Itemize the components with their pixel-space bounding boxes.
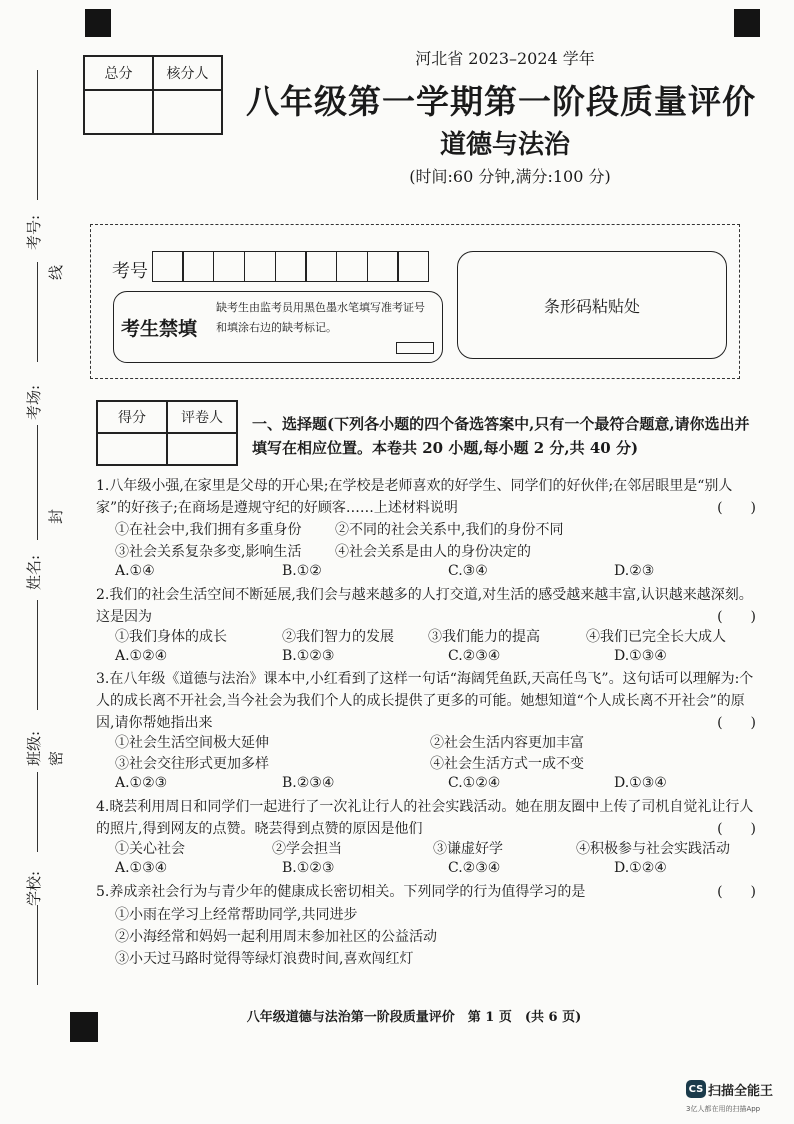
option[interactable]: C.②③④	[448, 648, 501, 664]
side-mark-xian: 线	[47, 264, 66, 281]
statement: ②小海经常和妈妈一起利用周末参加社区的公益活动	[115, 929, 437, 945]
option[interactable]: A.①②③	[115, 775, 168, 791]
question-2-stem	[96, 584, 756, 628]
statement: ①小雨在学习上经常帮助同学,共同进步	[115, 907, 358, 923]
exam-number-label: 考号	[112, 261, 148, 282]
forbidden-title: 考生禁填	[121, 318, 198, 340]
question-stem-text: 3.在八年级《道德与法治》课本中,小红看到了这样一句话“海阔凭鱼跃,天高任鸟飞”。这句话可以理解为:个人的成长离不开社会,当今社会为我们个人的成长提供了更多的可能。她想知道“个人成长离不开社会”的原因,请你帮她指出来	[96, 671, 754, 731]
exam-title: 八年级第一学期第一阶段质量评价	[246, 82, 756, 121]
binding-line-mid4	[37, 772, 38, 852]
binding-line-bottom	[37, 905, 38, 985]
option[interactable]: D.②③	[614, 563, 655, 579]
statement: ①关心社会	[115, 841, 185, 857]
absence-note: 缺考生由监考员用黑色墨水笔填写准考证号和填涂右边的缺考标记。	[216, 301, 425, 334]
scanner-slogan: 3亿人都在用的扫描App	[686, 1105, 761, 1113]
total-score-table	[83, 55, 223, 135]
answer-blank[interactable]: ( )	[717, 500, 756, 516]
answer-blank[interactable]: ( )	[717, 884, 756, 900]
option[interactable]: C.①②④	[448, 775, 501, 791]
barcode-area	[457, 251, 727, 359]
checker-cell[interactable]	[153, 90, 222, 134]
absence-mark-box[interactable]	[396, 342, 434, 354]
binding-line-mid3	[37, 600, 38, 710]
binding-line-top	[37, 70, 38, 200]
statement: ③谦虚好学	[433, 841, 503, 857]
statement: ②不同的社会关系中,我们的身份不同	[335, 522, 564, 538]
question-stem-text: 2.我们的社会生活空间不断延展,我们会与越来越多的人打交道,对生活的感受越来越丰富,认识越来越深刻。这是因为	[96, 587, 753, 625]
total-score-header: 总分	[84, 56, 153, 90]
side-mark-mi: 密	[47, 750, 66, 767]
side-label-kaochang: 考场:	[25, 384, 44, 421]
statement: ③我们能力的提高	[428, 629, 540, 645]
exam-number-cell[interactable]	[152, 251, 184, 282]
exam-number-cell[interactable]	[213, 251, 245, 282]
registration-mark-top-left	[85, 9, 111, 37]
question-stem-text: 4.晓芸利用周日和同学们一起进行了一次礼让行人的社会实践活动。她在朋友圈中上传了司机自觉礼让行人的照片,得到网友的点赞。晓芸得到点赞的原因是他们	[96, 799, 754, 837]
exam-number-cell[interactable]	[305, 251, 337, 282]
question-5-stem	[96, 881, 756, 903]
option[interactable]: B.①②③	[282, 860, 335, 876]
registration-mark-bottom-left	[70, 1012, 98, 1042]
scanner-app-name: 扫描全能王	[708, 1084, 774, 1099]
statement: ①我们身体的成长	[115, 629, 227, 645]
option[interactable]: C.②③④	[448, 860, 501, 876]
exam-number-cell[interactable]	[397, 251, 429, 282]
statement: ①在社会中,我们拥有多重身份	[115, 522, 302, 538]
statement: ③小天过马路时觉得等绿灯浪费时间,喜欢闯红灯	[115, 951, 414, 967]
option[interactable]: B.①②③	[282, 648, 335, 664]
section-score-header: 得分	[97, 401, 167, 433]
section-heading: 一、选择题(下列各小题的四个备选答案中,只有一个最符合题意,请你选出并填写在相应位置。本卷共 20 小题,每小题 2 分,共 40 分)	[252, 415, 750, 457]
side-label-banji: 班级:	[25, 730, 44, 767]
question-stem-text: 1.八年级小强,在家里是父母的开心果;在学校是老师喜欢的好学生、同学们的好伙伴;在邻居眼里是“别人家”的好孩子;在商场是遵规守纪的好顾客……上述材料说明	[96, 478, 733, 516]
total-score-cell[interactable]	[84, 90, 153, 134]
question-stem-text: 5.养成亲社会行为与青少年的健康成长密切相关。下列同学的行为值得学习的是	[96, 884, 586, 900]
side-label-xuexiao: 学校:	[25, 870, 44, 907]
option[interactable]: A.①③④	[115, 860, 168, 876]
option[interactable]: D.①③④	[614, 775, 667, 791]
option[interactable]: A.①④	[115, 563, 155, 579]
answer-blank[interactable]: ( )	[717, 715, 756, 731]
exam-number-cell[interactable]	[244, 251, 276, 282]
statement: ②学会担当	[272, 841, 342, 857]
exam-number-cell[interactable]	[275, 251, 307, 282]
option[interactable]: B.①②	[282, 563, 322, 579]
binding-line-mid1	[37, 262, 38, 362]
statement: ④社会关系是由人的身份决定的	[335, 544, 531, 560]
registration-mark-top-right	[734, 9, 760, 37]
scanner-logo-icon: CS	[686, 1080, 706, 1098]
checker-header: 核分人	[153, 56, 222, 90]
exam-number-cells[interactable]	[153, 251, 429, 282]
option[interactable]: A.①②④	[115, 648, 168, 664]
answer-blank[interactable]: ( )	[717, 821, 756, 837]
binding-line-mid2	[37, 425, 38, 540]
section-grader-cell[interactable]	[167, 433, 237, 465]
statement: ④我们已完全长大成人	[586, 629, 726, 645]
question-1-stem	[96, 475, 756, 519]
time-info: (时间:60 分钟,满分:100 分)	[409, 167, 611, 186]
page-footer: 八年级道德与法治第一阶段质量评价 第 1 页 (共 6 页)	[246, 1010, 582, 1025]
question-3-stem	[96, 668, 756, 734]
statement: ④积极参与社会实践活动	[576, 841, 730, 857]
statement: ②社会生活内容更加丰富	[430, 735, 584, 751]
section-grader-header: 评卷人	[167, 401, 237, 433]
side-label-kaohao: 考号:	[25, 214, 44, 251]
subject-title: 道德与法治	[439, 130, 570, 160]
exam-number-cell[interactable]	[336, 251, 368, 282]
side-label-xingming: 姓名:	[25, 554, 44, 591]
section-score-table	[96, 400, 238, 466]
statement: ①社会生活空间极大延伸	[115, 735, 269, 751]
barcode-label: 条形码粘贴处	[543, 296, 640, 316]
question-4-stem	[96, 796, 756, 840]
answer-blank[interactable]: ( )	[717, 609, 756, 625]
statement: ④社会生活方式一成不变	[430, 756, 584, 772]
section-score-cell[interactable]	[97, 433, 167, 465]
statement: ②我们智力的发展	[282, 629, 394, 645]
side-mark-feng: 封	[47, 508, 66, 525]
option[interactable]: D.①③④	[614, 648, 667, 664]
exam-number-cell[interactable]	[182, 251, 214, 282]
option[interactable]: D.①②④	[614, 860, 667, 876]
region-year: 河北省 2023–2024 学年	[415, 49, 595, 68]
statement: ③社会关系复杂多变,影响生活	[115, 544, 302, 560]
exam-number-cell[interactable]	[367, 251, 399, 282]
statement: ③社会交往形式更加多样	[115, 756, 269, 772]
option[interactable]: C.③④	[448, 563, 488, 579]
option[interactable]: B.②③④	[282, 775, 335, 791]
